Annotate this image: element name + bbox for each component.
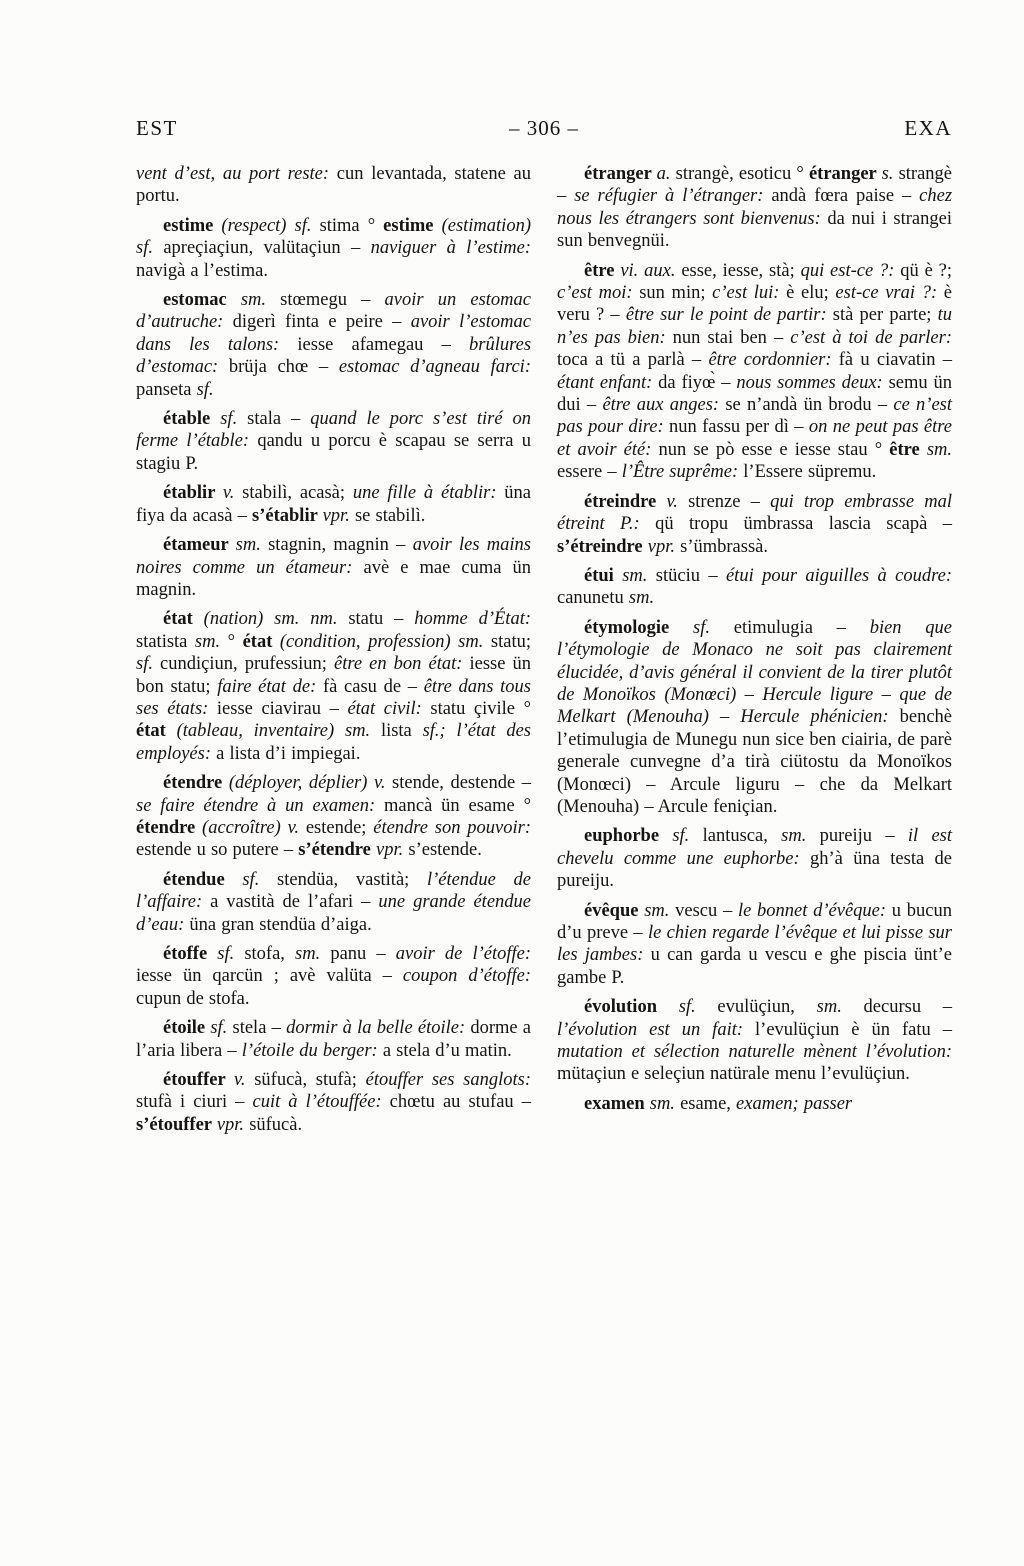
translation-run: ° [227,631,243,652]
headword: estomac [163,290,241,311]
italic-run: vi. aux. [620,260,682,281]
italic-run: sm. [295,944,331,964]
translation-run: etimulugia – [733,617,870,638]
italic-run: sm. [235,535,269,556]
translation-run: süfucà, stufà; [254,1070,366,1091]
translation-run: nun stai ben – [672,327,791,348]
translation-run: süfucà. [249,1114,303,1135]
translation-run: qandu u porcu è scapau se serra u stagiu P. [136,431,531,474]
entry-estime [136,215,531,282]
italic-run: sm. [240,290,281,311]
italic-run: c’est moi: [557,283,640,304]
italic-run: le bonnet d’évêque: [737,900,892,921]
translation-run: lista [380,721,423,742]
translation-run: stendüa, vastità; [277,869,427,890]
translation-run: apreçiaçiun, valütaçiun – [163,238,371,259]
translation-run: u can garda u vescu e ghe piscia ünt’e gambe P. [557,945,952,988]
italic-run: sm. [194,631,228,652]
translation-run: iesse ün qarcün ; avè valüta – [136,966,403,987]
translation-run: s’estende. [408,840,482,861]
translation-run: è elu; [786,283,836,304]
translation-run: strangè – [557,164,953,207]
left-column [136,163,531,1136]
italic-run: sm. [628,588,655,609]
italic-run: qui trop embrasse mal étreint P.: [557,491,952,535]
translation-run: qü è ?; [900,260,953,281]
translation-run: da nui i strangei sun benvegnüi. [557,208,952,252]
translation-run: stabilì, acasà; [242,483,353,504]
entry-etranger [557,163,952,253]
translation-run: stela – [232,1018,287,1039]
italic-run: estomac d’agneau farci: [338,357,531,378]
italic-run: l’Être suprême: [621,462,744,483]
italic-run: être aux anges: [602,395,726,416]
translation-run: s’ümbrassà. [680,536,768,557]
italic-run: est-ce vrai ?: [835,283,944,304]
italic-run: v. [222,483,243,504]
translation-run: a lista d’i impiegai. [216,743,361,764]
headword: s’étreindre [557,536,648,557]
translation-run: chœtu au stufau – [389,1092,531,1113]
translation-run: lantusca, [702,826,782,847]
headword: étranger [808,164,882,184]
translation-run: stofa, [244,944,296,964]
italic-run: c’est lui: [712,283,787,304]
italic-run: s. [881,164,899,184]
italic-run: sm. [926,439,952,460]
italic-run: sf. [672,826,703,847]
italic-run: sf. [210,1018,233,1039]
entry-etre [557,260,952,484]
italic-run: v. [666,491,689,512]
italic-run: sm. [781,826,820,847]
italic-run: être cordonnier: [708,350,839,371]
translation-run: fà u ciavatin – [838,350,952,371]
headword: euphorbe [584,826,673,847]
translation-run: u bucun d’u preve – [557,900,952,943]
right-column [557,163,952,1136]
italic-run: chez nous les étrangers sont bienvenus: [557,186,953,229]
entry-etameur [136,534,531,601]
italic-run: a. [656,164,676,184]
italic-run: étui pour aiguilles à coudre: [725,565,952,586]
translation-run: cun levantada, statene au portu. [136,164,531,207]
italic-run: sf. [220,409,248,430]
italic-run: coupon d’étoffe: [402,966,532,987]
italic-run: mutation et sélection naturelle mènent l’évolution: [557,1042,952,1063]
italic-run: vpr. [216,1114,250,1135]
translation-run: estende u so putere – [136,840,299,861]
translation-run: mütaçiun e seleçiun natürale menu l’evulüçiun. [557,1064,910,1085]
translation-run: nun fassu per dì – [669,417,809,438]
headword: étouffer [163,1070,235,1091]
italic-run: bien que l’étymologie de Monaco ne soit pas clairement élucidée, d’avis général il convient de la tirer plutôt de Monoïkos (Monœci) – Hercule ligure – que de Melkart (Menouha) – Hercule phénicien: [557,617,953,728]
italic-run: le chien regarde l’évêque et lui pisse sur les jambes: [557,923,952,966]
translation-run: iesse ciavirau – [216,698,348,719]
translation-run: digerì finta e peire – [232,312,411,333]
headword: état [242,631,280,652]
headword: état [136,721,177,742]
headword: étoile [163,1018,211,1039]
headword: s’étouffer [136,1114,217,1135]
translation-run: se stabilì. [354,505,426,526]
headword: état [163,609,204,630]
entry-estomac [136,289,531,401]
entry-etymologie [557,617,952,819]
entry-etui [557,565,952,610]
italic-run: une grande étendue d’eau: [136,892,531,935]
headword: s’étendre [298,840,377,861]
headword: étreindre [584,491,667,512]
headword: étendue [163,869,243,890]
translation-run: strenze – [688,491,771,512]
translation-run: benchè l’etimulugia de Munegu nun sice ben ciairia, de parè generale cunvegne d’a tirà ciütostu da Monoïkos (Monœci) – Arcule liguru – che da Melkart (Menouha) – Arcule feniçian. [557,707,952,817]
italic-run: sf. [217,944,245,964]
entry-etouffer [136,1069,531,1136]
translation-run: decursu – [863,997,953,1018]
entry-etablir [136,482,531,527]
italic-run: dormir à la belle étoile: [286,1018,471,1039]
italic-run: (tableau, inventaire) sm. [176,721,381,742]
translation-run: iesse afamegau – [297,334,469,355]
italic-run: avoir l’estomac dans les talons: [136,312,531,355]
headword: estime [383,215,442,236]
translation-run: esame, [680,1093,737,1114]
translation-run: strangè, esoticu ° [675,164,809,184]
headword: étymologie [584,617,694,638]
italic-run: être en bon état: [333,654,470,675]
translation-run: panu – [330,944,396,964]
translation-run: stagnin, magnin – [268,535,413,556]
translation-run: avè e mae cuma ün magnin. [136,557,531,600]
translation-run: evulüçiun, [717,997,817,1018]
translation-run: semu ün dui – [557,372,952,416]
translation-run: a vastità de l’afari – [210,892,379,913]
italic-run: se réfugier à l’étranger: [574,186,772,207]
headword: étendre [163,773,229,794]
italic-run: sm. [649,1093,681,1114]
italic-run: homme d’État: [414,609,531,630]
italic-run: une fille à établir: [352,483,505,504]
italic-run: l’étoile du berger: [241,1040,383,1061]
entry-evolution [557,996,952,1086]
translation-run: dorme a l’aria libera – [136,1018,532,1061]
entry-etable [136,408,531,475]
italic-run: on ne peut pas être et avoir été: [557,417,952,460]
translation-run: qü tropu ümbrassa lascia scapà – [655,514,953,535]
italic-run: sf. [196,379,214,400]
italic-run: sf. [242,869,278,890]
headword: évêque [584,900,645,921]
headword: étranger [584,164,657,184]
italic-run: avoir un estomac d’autruche: [136,290,531,333]
guide-word-left: EST [136,116,178,140]
translation-run: stala – [247,409,311,430]
translation-run: da fiyœ̀ – [658,372,737,393]
translation-run: navigà a l’estima. [136,260,268,281]
translation-run: brüja chœ – [228,357,339,378]
italic-run: faire état de: [217,676,323,697]
entry-etendue [136,869,531,936]
italic-run: étouffer ses sanglots: [365,1070,531,1091]
translation-run: iesse ün bon statu; [136,654,532,697]
italic-run: cuit à l’étouffée: [252,1092,390,1113]
translation-run: a stela d’u matin. [382,1040,512,1061]
headword: établir [163,483,223,504]
entry-euphorbe [557,825,952,892]
headword: être [584,260,621,281]
translation-run: fà casu de – [322,676,424,697]
headword: étable [163,409,221,430]
translation-run: cupun de stofa. [136,988,250,1009]
entry-etreindre [557,491,952,558]
headword: étendre [136,817,203,838]
italic-run: étendre son pouvoir: [373,817,531,838]
entry-etoile [136,1017,531,1062]
translation-run: gh’à üna testa de pureiju. [557,848,952,892]
italic-run: état civil: [347,698,431,719]
translation-run: stœmegu – [280,290,385,311]
page-number: – 306 – [509,116,579,140]
translation-run: se n’andà ün brodu – [725,395,894,416]
entry-examen [557,1093,952,1115]
translation-run: mancà ün esame ° [384,795,531,816]
italic-run: être sur le point de partir: [625,305,833,326]
italic-run: sm. [816,997,864,1018]
headword: examen [584,1093,650,1114]
translation-run: statu çivile ° [430,698,531,719]
text-columns [136,163,952,1136]
italic-run: c’est à toi de parler: [790,327,952,348]
italic-run: tu n’es pas bien: [557,305,952,348]
entry-eveque [557,900,952,990]
italic-run: vpr. [322,505,355,526]
translation-run: panseta [136,379,197,400]
italic-run: v. [234,1070,255,1091]
translation-run: üna gran stendüa d’aiga. [189,914,372,935]
italic-run: l’évolution est un fait: [557,1019,756,1040]
headword: estime [163,215,222,236]
italic-run: l’étendue de l’affaire: [136,869,531,913]
italic-run: (estimation) sf. [136,215,531,259]
italic-run: vpr. [647,536,681,557]
italic-run: être dans tous ses états: [136,676,531,719]
italic-run: se faire étendre à un examen: [136,795,385,816]
translation-run: statista [136,631,195,652]
translation-run: statu – [348,609,415,630]
headword: s’établir [252,505,323,526]
translation-run: stima ° [319,215,384,236]
italic-run: sf.; l’état des employés: [136,721,531,764]
translation-run: statu; [490,631,531,652]
italic-run: qui est-ce ?: [800,260,901,281]
translation-run: stende, destende – [392,773,532,794]
italic-run: naviguer à l’estime: [370,238,531,259]
translation-run: nun se pò esse e iesse stau ° [658,439,890,460]
italic-run: quand le porc s’est tiré on ferme l’étable: [136,409,532,452]
italic-run: brûlures d’estomac: [136,334,532,378]
italic-run: sf. [678,997,718,1018]
translation-run: canunetu [557,588,629,609]
italic-run: avoir les mains noires comme un étameur: [136,535,531,578]
italic-run: sf. [136,654,161,675]
translation-run: stufà i ciuri – [136,1092,253,1113]
translation-run: stüciu – [655,565,726,586]
italic-run: examen; passer [736,1093,853,1114]
italic-run: sf. [693,617,734,638]
headword: étui [584,565,623,586]
italic-run: il est chevelu comme une euphorbe: [557,826,952,869]
entry-etoffe [136,943,531,1010]
headword: évolution [584,997,679,1018]
translation-run: stà per parte; [832,305,938,326]
translation-run: cundiçiun, prufessiun; [160,654,334,675]
guide-word-right: EXA [904,116,952,140]
translation-run: esse, iesse, stà; [681,260,801,281]
entry-etendre [136,772,531,862]
italic-run: (nation) sm. nm. [203,609,349,630]
translation-run: toca a tü a parlà – [557,350,709,371]
italic-run: ce n’est pas pour dire: [557,395,953,438]
italic-run: nous sommes deux: [736,372,889,393]
italic-run: vpr. [376,840,409,861]
italic-run: (accroître) v. [202,817,306,838]
italic-run: sm. [644,900,676,921]
headword: être [889,439,927,460]
italic-run: (condition, profession) sm. [279,631,491,652]
italic-run: étant enfant: [557,372,659,393]
translation-run: sun min; [639,283,713,304]
translation-run: pureiju – [819,826,908,847]
italic-run: avoir de l’étoffe: [395,944,532,964]
italic-run: (respect) sf. [221,215,320,236]
italic-run: vent d’est, au port reste: [136,164,337,184]
translation-run: l’Essere süpremu. [743,462,877,483]
entry-est-continuation [136,163,531,208]
translation-run: l’evulüçiun è ün fatu – [755,1019,952,1040]
headword: étameur [163,535,236,556]
translation-run: essere – [557,462,622,483]
italic-run: (déployer, déplier) v. [228,773,393,794]
translation-run: è veru ? – [557,283,952,326]
translation-run: estende; [305,817,374,838]
running-head [136,116,952,141]
entry-etat [136,608,531,765]
translation-run: üna fiya da acasà – [136,483,532,526]
translation-run: vescu – [675,900,738,921]
headword: étoffe [163,944,218,964]
translation-run: andà fœra paise – [771,186,920,207]
italic-run: sm. [622,565,656,586]
